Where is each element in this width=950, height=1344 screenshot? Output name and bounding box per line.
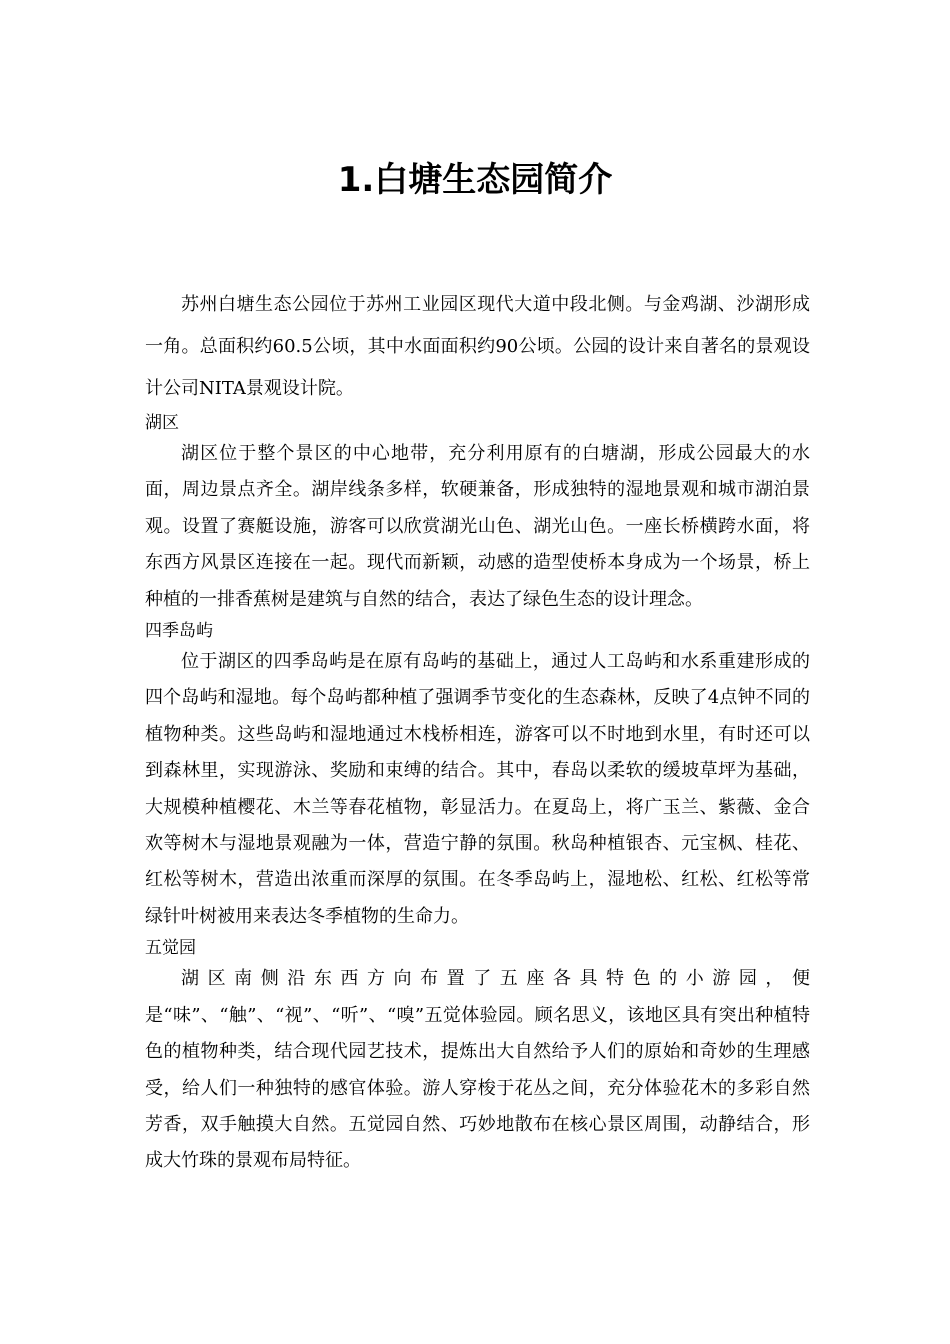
intro-paragraph: 苏州白塘生态公园位于苏州工业园区现代大道中段北侧。与金鸡湖、沙湖形成一角。总面积约60.5公顷，其中水面面积约90公顷。公园的设计来自著名的景观设计公司NITA景观设计院。 [145, 294, 810, 399]
section-lake-area [145, 410, 810, 618]
section-heading: 四季岛屿 [145, 621, 213, 642]
page-title: 1.白塘生态园简介 [337, 160, 613, 200]
section-five-senses-garden [145, 935, 810, 1179]
section-paragraph: 位于湖区的四季岛屿是在原有岛屿的基础上，通过人工岛屿和水系重建形成的四个岛屿和湿地。每个岛屿都种植了强调季节变化的生态森林，反映了4点钟不同的植物种类。这些岛屿和湿地通过木栈桥相连，游客可以不时地到水里，有时还可以到森林里，实现游泳、奖励和束缚的结合。其中，春岛以柔软的缓坡草坪为基础，大规模种植樱花、木兰等春花植物，彰显活力。在夏岛上，将广玉兰、紫薇、金合欢等树木与湿地景观融为一体，营造宁静的氛围。秋岛种植银杏、元宝枫、桂花、红松等树木，营造出浓重而深厚的氛围。在冬季岛屿上，湿地松、红松、红松等常绿针叶树被用来表达冬季植物的生命力。 [145, 651, 810, 927]
section-heading: 五觉园 [145, 938, 196, 959]
section-paragraph: 湖区位于整个景区的中心地带，充分利用原有的白塘湖，形成公园最大的水面，周边景点齐全。湖岸线条多样，软硬兼备，形成独特的湿地景观和城市湖泊景观。设置了赛艇设施，游客可以欣赏湖光山色、湖光山色。一座长桥横跨水面，将东西方风景区连接在一起。现代而新颖，动感的造型使桥本身成为一个场景，桥上种植的一排香蕉树是建筑与自然的结合，表达了绿色生态的设计理念。 [145, 443, 810, 610]
document-body [145, 284, 810, 1180]
section-paragraph: 湖区南侧沿东西方向布置了五座各具特色的小游园，便是“味”、“触”、“视”、“听”、“嗅”五觉体验园。顾名思义，该地区具有突出种植特色的植物种类，结合现代园艺技术，提炼出大自然给予人们的原始和奇妙的生理感受，给人们一种独特的感官体验。游人穿梭于花丛之间，充分体验花木的多彩自然芳香，双手触摸大自然。五觉园自然、巧妙地散布在核心景区周围，动静结合，形成大竹珠的景观布局特征。 [145, 968, 810, 1172]
section-heading: 湖区 [145, 413, 179, 433]
section-four-seasons-islands [145, 618, 810, 935]
